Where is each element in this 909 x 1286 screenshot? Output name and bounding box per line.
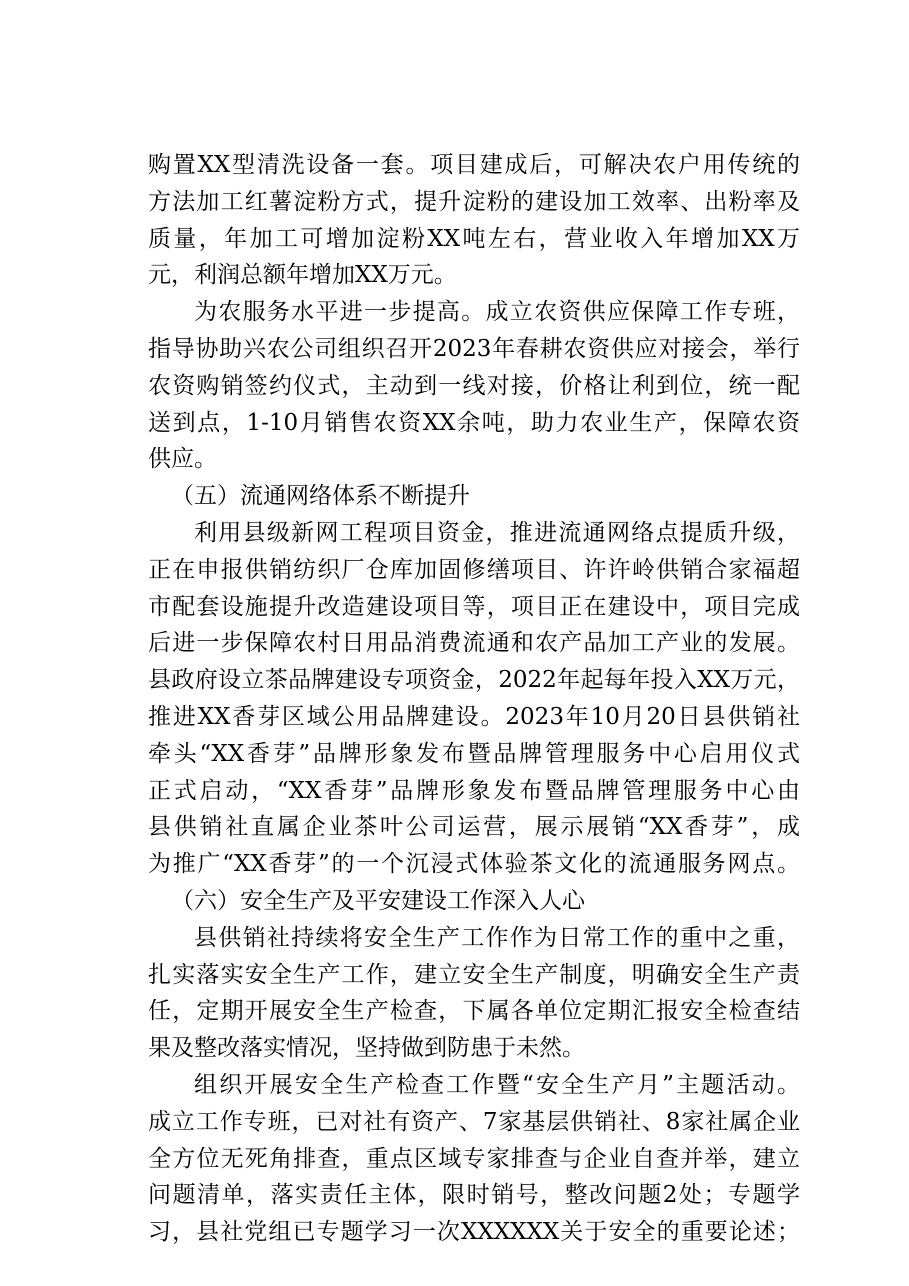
text-line: 推进XX香芽区域公用品牌建设。2023年10月20日县供销社: [148, 703, 800, 730]
text-line: 为推广“XX香芽”的一个沉浸式体验茶文化的流通服务网点。: [148, 851, 800, 878]
text-line: 县供销社直属企业茶叶公司运营，展示展销“XX香芽”，成: [148, 814, 800, 841]
text-line: 质量，年加工可增加淀粉XX吨左右，营业收入年增加XX万: [148, 225, 800, 252]
text-line: 全方位无死角排查，重点区域专家排查与企业自查并举，建立: [148, 1145, 800, 1172]
text-line: 元，利润总额年增加XX万元。: [148, 262, 457, 289]
text-line: 购置XX型清洗设备一套。项目建成后，可解决农户用传统的: [148, 152, 800, 178]
section-heading: （五）流通网络体系不断提升: [171, 483, 470, 510]
text-line: 指导协助兴农公司组织召开2023年春耕农资供应对接会，举行: [148, 335, 800, 362]
text-line: 供应。: [148, 446, 217, 473]
text-line: 县供销社持续将安全生产工作作为日常工作的重中之重，: [194, 924, 800, 951]
text-line: 送到点，1-10月销售农资XX余吨，助力农业生产，保障农资: [148, 409, 800, 436]
text-line: 市配套设施提升改造建设项目等，项目正在建设中，项目完成: [148, 593, 800, 620]
document-body: [148, 147, 800, 1251]
text-line: 方法加工红薯淀粉方式，提升淀粉的建设加工效率、出粉率及: [148, 188, 800, 215]
text-line: 问题清单，落实责任主体，限时销号，整改问题2处；专题学: [148, 1182, 800, 1209]
text-line: 果及整改落实情况，坚持做到防患于未然。: [148, 1035, 585, 1062]
text-line: 正式启动，“XX香芽”品牌形象发布暨品牌管理服务中心由: [148, 777, 800, 804]
text-line: 正在申报供销纺织厂仓库加固修缮项目、许许岭供销合家福超: [148, 556, 800, 583]
text-line: 后进一步保障农村日用品消费流通和农产品加工产业的发展。: [148, 630, 800, 657]
text-line: 为农服务水平进一步提高。成立农资供应保障工作专班，: [194, 299, 800, 326]
text-line: 任，定期开展安全生产检查，下属各单位定期汇报安全检查结: [148, 998, 800, 1025]
text-line: 成立工作专班，已对社有资产、7家基层供销社、8家社属企业: [148, 1108, 800, 1135]
section-heading: （六）安全生产及平安建设工作深入人心: [171, 887, 585, 914]
text-line: 组织开展安全生产检查工作暨“安全生产月”主题活动。: [194, 1071, 800, 1098]
text-line: 利用县级新网工程项目资金，推进流通网络点提质升级，: [194, 519, 800, 546]
text-line: 县政府设立茶品牌建设专项资金，2022年起每年投入XX万元，: [148, 667, 800, 694]
text-line: 牵头“XX香芽”品牌形象发布暨品牌管理服务中心启用仪式: [148, 740, 800, 767]
text-line: 习，县社党组已专题学习一次XXXXXX关于安全的重要论述；: [148, 1219, 800, 1246]
text-line: 扎实落实安全生产工作，建立安全生产制度，明确安全生产责: [148, 961, 800, 988]
text-line: 农资购销签约仪式，主动到一线对接，价格让利到位，统一配: [148, 372, 800, 399]
